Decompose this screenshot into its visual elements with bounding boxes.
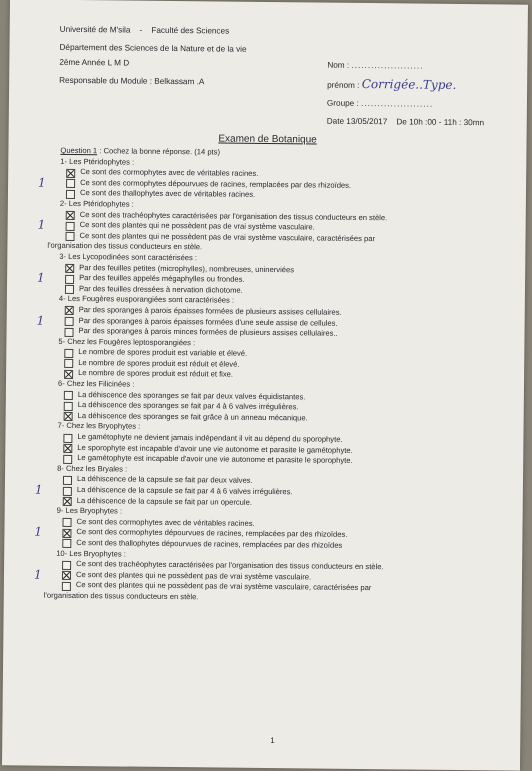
option-continuation: l'organisation des tissus conducteurs en stèle. [43, 590, 199, 602]
option-text: Le nombre de spores produit est variable et élevé. [78, 347, 248, 359]
grading-mark: 1 [34, 524, 43, 540]
question-heading: 10- Les Bryophytes : [56, 548, 126, 559]
checked-checkbox[interactable] [63, 444, 72, 453]
checkbox[interactable] [62, 518, 71, 527]
question-heading: 1- Les Ptéridophytes : [60, 156, 135, 167]
prenom-label: prénom : [327, 80, 360, 90]
option-text: Par des feuilles petites (microphylles), nombreuses, uninerviées [79, 262, 295, 274]
checkbox[interactable] [64, 402, 73, 411]
checkbox[interactable] [65, 285, 74, 294]
checked-checkbox[interactable] [65, 306, 74, 315]
option-text: La déhiscence des sporanges se fait grâce à un anneau mécanique. [77, 410, 308, 423]
option-text: Ce sont des thallophytes dépourvues de racines, remplacées par des rhizoïdes [76, 537, 343, 550]
checkbox[interactable] [62, 539, 71, 548]
question1-label: Question 1 [60, 145, 98, 156]
question1-text: : Cochez la bonne réponse. (14 pts) [99, 146, 221, 157]
option-text: Ce sont des plantes qui ne possèdent pas de vrai système vasculaire. [75, 569, 312, 582]
option-text: Ce sont des cormophytes avec de véritables racines. [76, 516, 255, 528]
option-text: Le gamétophyte ne devient jamais indépendant il vit au dépend du sporophyte. [77, 432, 343, 444]
option-continuation: l'organisation des tissus conducteurs en stèle. [47, 241, 203, 252]
checkbox[interactable] [65, 232, 74, 241]
checked-checkbox[interactable] [62, 571, 71, 580]
question-heading: 9- Les Bryophytes : [56, 505, 123, 516]
checkbox[interactable] [66, 190, 75, 199]
nom-row [327, 57, 485, 77]
checked-checkbox[interactable] [66, 169, 75, 178]
prenom-row [327, 75, 485, 97]
checkbox[interactable] [63, 476, 72, 485]
checkbox[interactable] [63, 455, 72, 464]
groupe-label: Groupe : [326, 98, 359, 108]
option-text: La déhiscence de la capsule se fait par un opercule. [76, 495, 253, 507]
nom-value: ...................... [351, 60, 424, 71]
checked-checkbox[interactable] [64, 370, 73, 379]
checkbox[interactable] [66, 179, 75, 188]
checked-checkbox[interactable] [65, 264, 74, 273]
header-right [327, 57, 485, 133]
option-text: Par des sporanges à parois épaisses formées de plusieurs assises cellulaires. [78, 304, 342, 317]
checkbox[interactable] [62, 582, 71, 591]
option-text: Ce sont des thallophytes avec de véritables racines. [79, 188, 256, 200]
option-text: La déhiscence des sporanges se fait par deux valves équidistantes. [77, 389, 306, 402]
checkbox[interactable] [65, 317, 74, 326]
checkbox[interactable] [62, 561, 71, 570]
grading-mark: 1 [36, 313, 45, 328]
option-text: Ce sont des cormophytes dépourvues de racines, remplacées par des rhizoïdes. [76, 527, 348, 540]
option-text: Le gamétophyte est incapable d'avoir une vie autonome et parasite le sporophyte. [77, 453, 353, 466]
grading-mark: 1 [38, 175, 46, 190]
grading-mark: 1 [37, 270, 45, 285]
date-row [327, 113, 485, 133]
checkbox[interactable] [66, 222, 75, 231]
year: 2ème Année L M D [59, 57, 130, 68]
header-left [59, 22, 247, 90]
exam-date: Date 13/05/2017 [326, 116, 388, 127]
option-text: Ce sont des plantes qui ne possèdent pas de vrai système vasculaire, caractérisées par [75, 580, 372, 593]
question-body [33, 145, 495, 606]
option-text: Le sporophyte est incapable d'avoir une vie autonome et parasite le gamétophyte. [77, 442, 353, 455]
option-text: Par des sporanges à parois minces formées de plusieurs assises cellulaires.. [78, 326, 338, 338]
question-heading: 2- Les Ptéridophytes : [59, 198, 134, 209]
question-heading: 6- Chez les Filicinées : [57, 378, 135, 389]
checkbox[interactable] [64, 391, 73, 400]
university-line [60, 22, 247, 39]
option-text: Par des feuilles dressées à nervation dichotome. [78, 283, 243, 295]
option-text: La déhiscence des sporanges se fait par 4 à 6 valves irrégulières. [77, 400, 299, 412]
checkbox[interactable] [64, 349, 73, 358]
question-heading: 7- Chez les Bryophytes : [57, 421, 141, 432]
question-heading: 8- Chez les Bryales : [57, 463, 128, 474]
option-text: Le nombre de spores produit est réduit et fixe. [78, 368, 234, 380]
grading-mark: 1 [33, 567, 42, 582]
responsible: Responsable du Module : Belkassam .A [59, 75, 205, 87]
header-dash: - [139, 25, 143, 35]
department: Département des Sciences de la Nature et de la vie [59, 42, 247, 54]
groupe-row [327, 95, 485, 115]
option-text: Le nombre de spores produit est réduit et élevé. [78, 357, 240, 369]
checked-checkbox[interactable] [64, 412, 73, 421]
option-text: Ce sont des plantes qui ne possèdent pas de vrai système vasculaire, caractérisées par [79, 230, 376, 243]
checkbox[interactable] [63, 486, 72, 495]
checked-checkbox[interactable] [63, 497, 72, 506]
grading-mark: 1 [37, 217, 46, 232]
question-heading: 3- Les Lycopodinées sont caractérisées : [59, 251, 198, 263]
option-text: Ce sont des plantes qui ne possèdent pas de vrai système vasculaire. [79, 220, 315, 232]
option-text: Ce sont des trachéophytes caractérisées par l'organisation des tissus conducteurs en stèle. [79, 209, 388, 222]
option-text: Par des feuilles appelés mégaphylles ou frondes. [79, 273, 245, 284]
page-number: 1 [270, 736, 275, 746]
exam-time: De 10h :00 - 11h : 30mn [396, 117, 485, 128]
grading-mark: 1 [34, 482, 43, 497]
nom-label: Nom : [327, 60, 350, 70]
university: Université de M'sila [59, 24, 131, 35]
checkbox[interactable] [64, 327, 73, 336]
option-text: La déhiscence de la capsule se fait par 4 à 6 valves irrégulières. [76, 485, 293, 497]
groupe-value: ...................... [361, 98, 434, 109]
checkbox[interactable] [64, 359, 73, 368]
question-heading: 5- Chez les Fougères leptosporangiées : [58, 336, 196, 347]
option-text: Ce sont des trachéophytes caractérisées par l'organisation des tissus conducteurs en stèle. [76, 559, 384, 572]
prenom-handwritten: Corrigée..Type. [361, 76, 457, 92]
option-text: Ce sont des cormophytes dépourvues de racines, remplacées par des rhizoïdes. [80, 177, 352, 190]
checked-checkbox[interactable] [66, 211, 75, 220]
faculty: Faculté des Sciences [151, 25, 230, 36]
checkbox[interactable] [65, 275, 74, 284]
option-text: Par des sporanges à parois épaisses formées d'une seule assise de cellules. [78, 315, 338, 328]
exam-title: Examen de Botanique [218, 133, 317, 146]
option-text: Ce sont des cormophytes avec de véritables racines. [80, 167, 259, 179]
question-heading: 4- Les Fougères eusporangiées sont caractérisées : [58, 294, 235, 305]
option-text: La déhiscence de la capsule se fait par deux valves. [76, 474, 253, 486]
checked-checkbox[interactable] [62, 529, 71, 538]
exam-sheet [2, 0, 528, 771]
checkbox[interactable] [63, 433, 72, 442]
